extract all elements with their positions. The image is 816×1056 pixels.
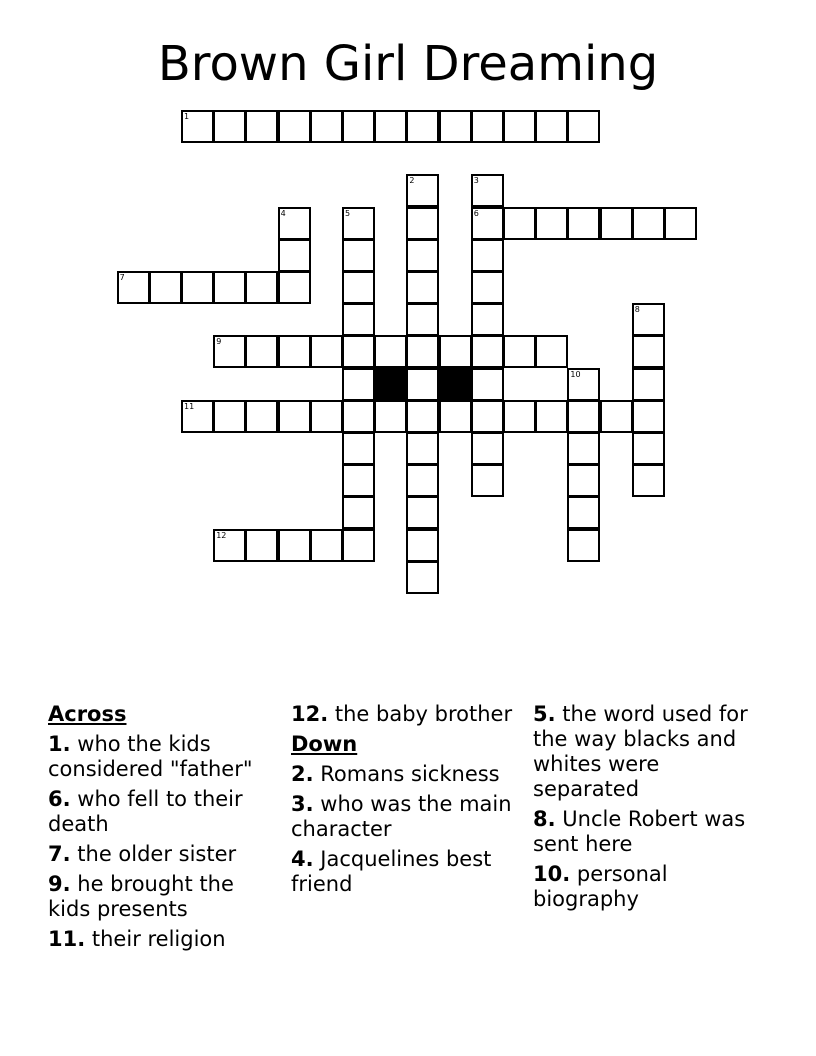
grid-cell[interactable]	[342, 368, 375, 401]
clue-number: 5	[345, 208, 351, 218]
grid-cell[interactable]	[406, 207, 439, 240]
grid-cell[interactable]	[471, 368, 504, 401]
clue-number: 10	[570, 369, 581, 379]
grid-cell[interactable]	[278, 207, 311, 240]
clue-down-2: 2. Romans sickness	[291, 762, 500, 786]
grid-cell[interactable]	[471, 110, 504, 143]
clue-down-4: 4. Jacquelines best friend	[291, 847, 492, 896]
grid-cell[interactable]	[632, 400, 665, 433]
grid-cell[interactable]	[567, 207, 600, 240]
grid-cell[interactable]	[310, 335, 343, 368]
grid-cell[interactable]	[342, 496, 375, 529]
grid-cell[interactable]	[406, 303, 439, 336]
grid-cell[interactable]	[567, 110, 600, 143]
grid-cell[interactable]	[535, 400, 568, 433]
clue-number: 12	[216, 530, 227, 540]
grid-cell[interactable]	[406, 529, 439, 562]
grid-cell[interactable]	[406, 400, 439, 433]
grid-cell[interactable]	[567, 529, 600, 562]
clue-column-2	[291, 702, 521, 902]
grid-cell[interactable]	[342, 432, 375, 465]
grid-cell[interactable]	[342, 271, 375, 304]
grid-cell[interactable]	[471, 464, 504, 497]
grid-cell[interactable]	[567, 464, 600, 497]
clue-number: 2	[409, 176, 415, 186]
grid-cell[interactable]	[535, 110, 568, 143]
grid-cell[interactable]	[503, 207, 536, 240]
grid-cell[interactable]	[149, 271, 182, 304]
grid-cell[interactable]	[406, 335, 439, 368]
grid-cell[interactable]	[342, 464, 375, 497]
clue-number: 1	[184, 112, 190, 121]
grid-cell[interactable]	[374, 110, 407, 143]
grid-cell[interactable]	[342, 303, 375, 336]
black-square	[439, 368, 472, 401]
grid-cell[interactable]	[406, 239, 439, 272]
grid-cell[interactable]	[567, 368, 600, 401]
grid-cell[interactable]	[406, 110, 439, 143]
grid-cell[interactable]	[310, 529, 343, 562]
grid-cell[interactable]	[342, 529, 375, 562]
grid-cell[interactable]	[567, 496, 600, 529]
grid-cell[interactable]	[406, 271, 439, 304]
clue-across-6: 6. who fell to their death	[48, 787, 243, 836]
grid-cell[interactable]	[245, 335, 278, 368]
grid-cell[interactable]	[406, 464, 439, 497]
grid-cell[interactable]	[342, 400, 375, 433]
clue-number: 6	[473, 208, 479, 218]
grid-cell[interactable]	[567, 400, 600, 433]
grid-cell[interactable]	[245, 529, 278, 562]
clue-across-7: 7. the older sister	[48, 842, 237, 866]
grid-cell[interactable]	[310, 400, 343, 433]
grid-cell[interactable]	[310, 110, 343, 143]
clue-down-5: 5. the word used for the way blacks and whites were separated	[533, 702, 748, 801]
grid-cell[interactable]	[535, 335, 568, 368]
grid-cell[interactable]	[503, 335, 536, 368]
grid-cell[interactable]	[471, 335, 504, 368]
grid-cell[interactable]	[471, 432, 504, 465]
clue-down-8: 8. Uncle Robert was sent here	[533, 807, 746, 856]
grid-cell[interactable]	[406, 432, 439, 465]
clue-number: 7	[119, 273, 125, 282]
grid-cell[interactable]	[406, 368, 439, 401]
grid-cell[interactable]	[342, 207, 375, 240]
grid-cell[interactable]	[181, 110, 214, 143]
clue-across-11: 11. their religion	[48, 927, 226, 951]
grid-cell[interactable]	[535, 207, 568, 240]
grid-cell[interactable]	[664, 207, 697, 240]
clue-across-12: 12. the baby brother	[291, 702, 513, 726]
clue-down-3: 3. who was the main character	[291, 792, 512, 841]
grid-cell[interactable]	[181, 400, 214, 433]
grid-cell[interactable]	[278, 271, 311, 304]
grid-cell[interactable]	[471, 207, 504, 240]
clue-column-1	[48, 702, 278, 957]
grid-cell[interactable]	[600, 400, 633, 433]
grid-cell[interactable]	[471, 400, 504, 433]
grid-cell[interactable]	[342, 239, 375, 272]
grid-cell[interactable]	[600, 207, 633, 240]
grid-cell[interactable]	[471, 239, 504, 272]
grid-cell[interactable]	[213, 335, 246, 368]
grid-cell[interactable]	[245, 400, 278, 433]
grid-cell[interactable]	[117, 271, 150, 304]
grid-cell[interactable]	[632, 335, 665, 368]
grid-cell[interactable]	[278, 239, 311, 272]
grid-cell[interactable]	[374, 400, 407, 433]
clue-across-1: 1. who the kids considered "father"	[48, 732, 253, 781]
grid-cell[interactable]	[471, 303, 504, 336]
grid-cell[interactable]	[245, 110, 278, 143]
clue-column-3	[533, 702, 763, 917]
grid-cell[interactable]	[181, 271, 214, 304]
grid-cell[interactable]	[632, 432, 665, 465]
clue-number: 3	[473, 176, 479, 186]
clue-number: 4	[280, 208, 286, 218]
grid-cell[interactable]	[406, 496, 439, 529]
grid-cell[interactable]	[439, 335, 472, 368]
grid-cell[interactable]	[503, 110, 536, 143]
grid-cell[interactable]	[213, 271, 246, 304]
clue-number: 9	[216, 337, 222, 347]
down-heading: Down	[291, 732, 358, 756]
grid-cell[interactable]	[406, 174, 439, 207]
grid-cell[interactable]	[213, 110, 246, 143]
grid-cell[interactable]	[632, 207, 665, 240]
grid-cell[interactable]	[213, 529, 246, 562]
page-title: Brown Girl Dreaming	[157, 36, 659, 92]
grid-cell[interactable]	[567, 432, 600, 465]
grid-cell[interactable]	[278, 110, 311, 143]
grid-cell[interactable]	[342, 335, 375, 368]
across-heading: Across	[48, 702, 127, 726]
grid-cell[interactable]	[632, 464, 665, 497]
clue-number: 8	[634, 305, 640, 315]
grid-cell[interactable]	[213, 400, 246, 433]
grid-cell[interactable]	[503, 400, 536, 433]
grid-cell[interactable]	[342, 110, 375, 143]
grid-cell[interactable]	[278, 335, 311, 368]
grid-cell[interactable]	[278, 400, 311, 433]
grid-cell[interactable]	[245, 271, 278, 304]
grid-cell[interactable]	[471, 174, 504, 207]
black-square	[374, 368, 407, 401]
clue-number: 11	[184, 401, 195, 411]
clue-down-10: 10. personal biography	[533, 862, 668, 911]
grid-cell[interactable]	[374, 335, 407, 368]
grid-cell[interactable]	[632, 303, 665, 336]
grid-cell[interactable]	[278, 529, 311, 562]
grid-cell[interactable]	[471, 271, 504, 304]
grid-cell[interactable]	[439, 400, 472, 433]
grid-cell[interactable]	[406, 561, 439, 594]
grid-cell[interactable]	[439, 110, 472, 143]
grid-cell[interactable]	[632, 368, 665, 401]
clue-across-9: 9. he brought the kids presents	[48, 872, 234, 921]
